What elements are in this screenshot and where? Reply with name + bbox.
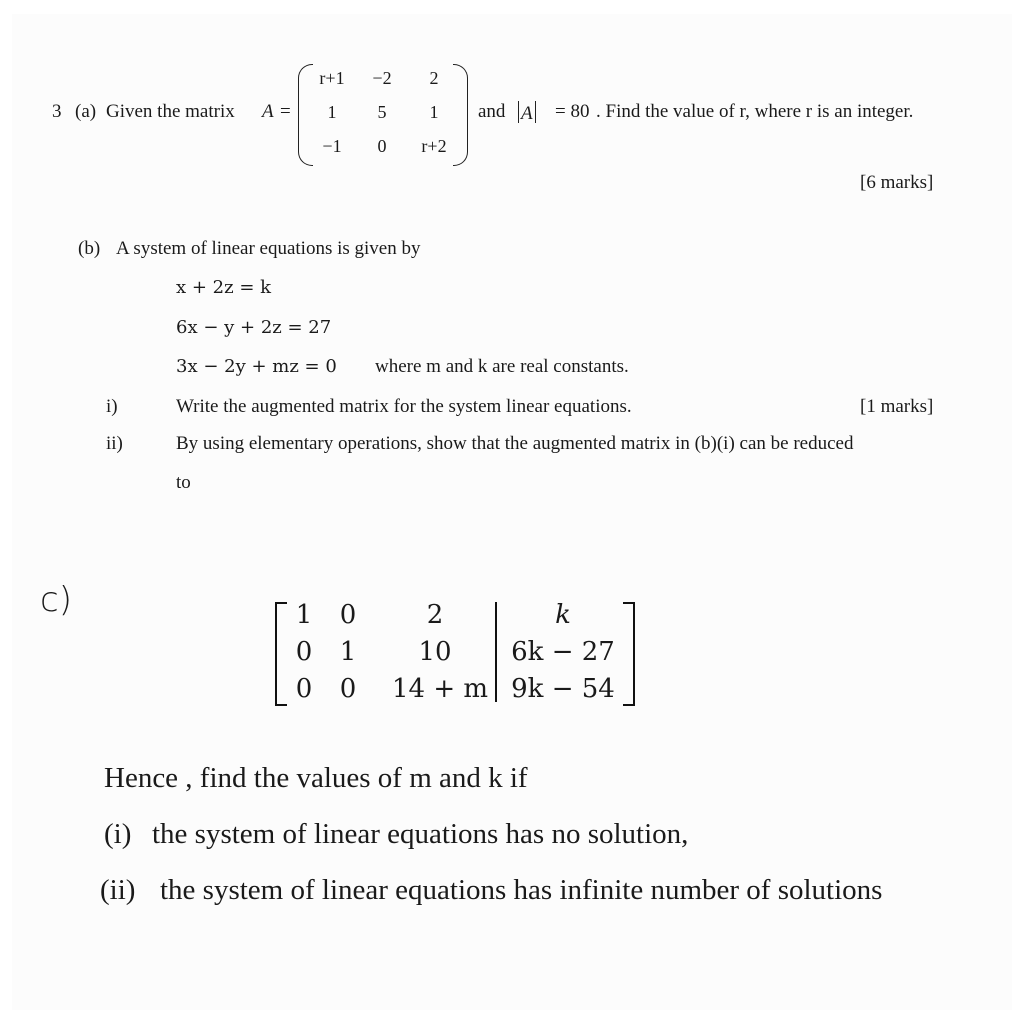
matrix-a-cell: r+2 [421,136,447,156]
aug-cell: k [555,600,571,630]
aug-cell: 9k − 54 [511,674,615,704]
left-bracket [275,602,287,706]
aug-cell: 1 [295,600,313,630]
determinant-value: = 80 [555,101,590,122]
matrix-a [298,64,468,164]
matrix-equals: = [280,101,291,122]
part-c-i-label: (i) [104,818,132,850]
matrix-a-cell: 2 [429,68,439,88]
part-a-marks: [6 marks] [860,172,934,193]
aug-cell: 14 + m [391,674,489,704]
aug-cell: 1 [339,637,357,667]
part-a-intro: Given the matrix [106,101,235,122]
matrix-a-cell: −2 [372,68,392,88]
matrix-a-cell: 1 [327,102,337,122]
aug-cell: 6k − 27 [511,637,615,667]
part-a-conjunction: and [478,101,506,122]
matrix-a-cell: 0 [377,136,387,156]
part-a-task: . Find the value of r, where r is an integer. [596,101,914,122]
question-page [12,14,1012,1010]
determinant-expression [516,101,538,125]
part-b-intro: A system of linear equations is given by [116,238,421,259]
part-b-ii-continuation: to [176,472,191,493]
equation-2: 6x − y + 2z = 27 [176,317,332,338]
augmented-matrix [275,598,635,710]
aug-cell: 0 [295,674,313,704]
aug-cell: 0 [295,637,313,667]
aug-cell: 0 [339,674,357,704]
hence-statement: Hence , find the values of m and k if [104,762,528,794]
determinant-matrix-name: A [521,103,533,124]
part-b-ii-label: ii) [106,433,123,454]
question-number: 3 [52,101,62,122]
handwritten-c-label: c) [40,580,72,620]
part-b-i-marks: [1 marks] [860,396,934,417]
part-a-label: (a) [75,101,97,122]
equation-1: x + 2z = k [176,277,272,298]
part-b-label: (b) [78,238,101,259]
aug-cell: 0 [339,600,357,630]
part-c-ii-text: the system of linear equations has infinite number of solutions [160,874,883,906]
part-c-ii-label: (ii) [100,874,136,906]
aug-cell: 10 [418,637,452,667]
part-c-i-text: the system of linear equations has no solution, [152,818,689,850]
matrix-a-cell: r+1 [319,68,345,88]
matrix-name: A [262,101,274,122]
equation-3: 3x − 2y + mz = 0 [176,356,337,377]
aug-cell: 2 [426,600,444,630]
part-b-ii-text: By using elementary operations, show that the augmented matrix in (b)(i) can be reduced [176,433,854,454]
part-b-i-text: Write the augmented matrix for the system linear equations. [176,396,632,417]
matrix-a-cell: 1 [429,102,439,122]
matrix-a-cell: 5 [377,102,387,122]
matrix-a-cell: −1 [322,136,342,156]
part-b-i-label: i) [106,396,118,417]
constants-note: where m and k are real constants. [375,356,629,377]
